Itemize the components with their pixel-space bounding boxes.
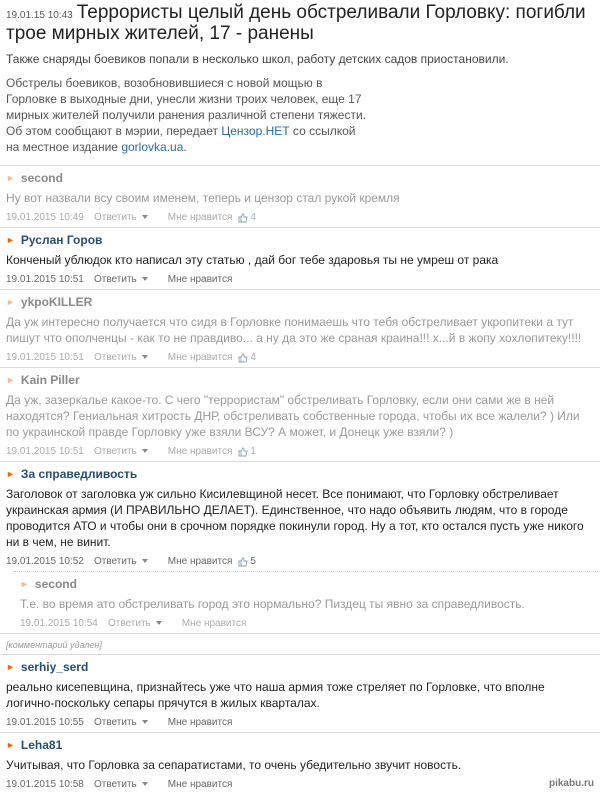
caret-down-icon bbox=[142, 355, 148, 359]
reply-button[interactable] bbox=[94, 446, 148, 457]
comment-header bbox=[6, 294, 594, 310]
comment-date: 19.01.2015 10:49 bbox=[6, 212, 84, 223]
comment-item bbox=[14, 571, 600, 633]
comment-item bbox=[0, 227, 600, 289]
comment-header bbox=[6, 232, 594, 248]
like-button[interactable]: Мне нравится bbox=[167, 779, 233, 790]
comment-author[interactable]: За справедливость bbox=[20, 467, 138, 481]
comment-meta bbox=[6, 352, 594, 363]
caret-down-icon bbox=[142, 277, 148, 281]
like-count: 4 bbox=[250, 212, 256, 223]
comment-author[interactable]: serhiy_serd bbox=[20, 660, 89, 674]
comment-text: Ну вот назвали всу своим именем, теперь и цензор стал рукой кремля bbox=[6, 191, 400, 205]
like-count: 5 bbox=[250, 556, 256, 567]
comment-date: 19.01.2015 10:51 bbox=[6, 352, 84, 363]
caret-down-icon bbox=[142, 449, 148, 453]
comment-meta bbox=[6, 779, 594, 790]
comment-header bbox=[6, 466, 594, 482]
thumbs-up-icon bbox=[238, 353, 248, 363]
comment-arrow-icon: ► bbox=[6, 469, 15, 479]
comment-meta bbox=[6, 717, 594, 728]
comment-date: 19.01.2015 10:52 bbox=[6, 556, 84, 567]
comment-meta bbox=[6, 556, 594, 567]
comment-meta bbox=[6, 274, 594, 285]
comment-item bbox=[0, 367, 600, 461]
comment-date: 19.01.2015 10:51 bbox=[6, 446, 84, 457]
comment-text: Конченый ублюдок кто написал эту статью , дай бог тебе здаровья ты не умреш от рака bbox=[6, 253, 499, 267]
comment-author[interactable]: second bbox=[34, 577, 77, 591]
thumbs-up-icon bbox=[238, 213, 248, 223]
article-lead: Также снаряды боевиков попали в несколько школ, работу детских садов приостановили. bbox=[6, 52, 509, 66]
reply-button[interactable] bbox=[94, 212, 148, 223]
reply-button[interactable] bbox=[94, 717, 148, 728]
reply-label: Ответить bbox=[94, 446, 137, 457]
comment-text: Т.е. во время ато обстреливать город это нормально? Пиздец ты явно за справедливость. bbox=[20, 597, 525, 611]
comment-header bbox=[20, 576, 594, 592]
comment-meta bbox=[20, 618, 594, 629]
like-button[interactable]: Мне нравится bbox=[167, 352, 233, 363]
reply-button[interactable] bbox=[94, 274, 148, 285]
comment-arrow-icon: ► bbox=[6, 740, 15, 750]
reply-button[interactable] bbox=[94, 556, 148, 567]
reply-label: Ответить bbox=[94, 717, 137, 728]
article-body: Обстрелы боевиков, возобновившиеся с новой мощью в Горловке в выходные дни, унесли жизни троих человек, еще 17 мирных жителей получили ранения различной степени тяжести. Об этом сообщают в мэрии, передает Цензор.НЕТ со ссылкой на местное издание gorlovka.ua. bbox=[6, 76, 366, 154]
reply-label: Ответить bbox=[94, 352, 137, 363]
comment-arrow-icon: ► bbox=[6, 297, 15, 307]
reply-label: Ответить bbox=[94, 212, 137, 223]
comment-text: Учитывая, что Горловка за сепаратистами, то очень убедительно звучит новость. bbox=[6, 758, 462, 772]
comment-arrow-icon: ► bbox=[6, 662, 15, 672]
thumbs-up-icon bbox=[238, 557, 248, 567]
gorlovka-link[interactable]: gorlovka.ua bbox=[121, 140, 184, 154]
comment-author[interactable]: Leha81 bbox=[20, 738, 63, 752]
comment-date: 19.01.2015 10:55 bbox=[6, 717, 84, 728]
comment-date: 19.01.2015 10:54 bbox=[20, 618, 98, 629]
comment-item bbox=[0, 461, 600, 571]
comment-meta bbox=[6, 212, 594, 223]
like-button[interactable]: Мне нравится bbox=[181, 618, 247, 629]
article-header bbox=[0, 0, 600, 44]
comment-header bbox=[6, 372, 594, 388]
comment-item bbox=[0, 165, 600, 227]
source-link[interactable]: Цензор.НЕТ bbox=[221, 124, 290, 138]
reply-button[interactable] bbox=[94, 779, 148, 790]
comment-author[interactable]: second bbox=[20, 171, 63, 185]
like-button[interactable]: Мне нравится bbox=[167, 556, 233, 567]
caret-down-icon bbox=[156, 621, 162, 625]
comment-date: 19.01.2015 10:51 bbox=[6, 274, 84, 285]
comment-header bbox=[6, 737, 594, 753]
comment-arrow-icon: ► bbox=[6, 173, 15, 183]
caret-down-icon bbox=[142, 215, 148, 219]
caret-down-icon bbox=[142, 559, 148, 563]
reply-label: Ответить bbox=[94, 274, 137, 285]
watermark: pikabu.ru bbox=[548, 778, 594, 789]
like-count: 1 bbox=[250, 446, 256, 457]
comment-text: реально кисепевщина, признайтесь уже что наша армия тоже стреляет по Горловке, что вполне логично-поскольку сепары прячутся в жилых кварталах. bbox=[6, 680, 545, 710]
comment-text: Заголовок от заголовка уж сильно Кисилевщиной несет. Все понимают, что Горловку обстреливает украинская армия (И ПРАВИЛЬНО ДЕЛАЕТ). Единственное, что надо объявить людям, что в городе проводится АТО и чтобы они в срочном порядке покинули город. Ну а тот, кто остался пусть уже никого ни в чем, не винит. bbox=[6, 487, 584, 549]
comment-meta bbox=[6, 446, 594, 457]
comment-header bbox=[6, 170, 594, 186]
like-count: 4 bbox=[250, 352, 256, 363]
article-title: Террористы целый день обстреливали Горловку: погибли трое мирных жителей, 17 - ранены bbox=[6, 2, 586, 44]
thumbs-up-icon bbox=[238, 447, 248, 457]
comment-item bbox=[0, 289, 600, 367]
comment-item bbox=[0, 732, 600, 794]
comment-date: 19.01.2015 10:58 bbox=[6, 779, 84, 790]
like-button[interactable]: Мне нравится bbox=[167, 212, 233, 223]
caret-down-icon bbox=[142, 720, 148, 724]
reply-label: Ответить bbox=[94, 556, 137, 567]
comment-author[interactable]: ykpoKILLER bbox=[20, 295, 93, 309]
reply-button[interactable] bbox=[108, 618, 162, 629]
comment-item bbox=[0, 654, 600, 732]
comment-text: Да уж интересно получается что сидя в Горловке понимаешь что тебя обстреливает укропитеки а тут пишут что ополченцы - как то не правдиво... а ну да это же сраная краина!!! х...й в жопу хохлопитеку!!!! bbox=[6, 315, 582, 345]
removed-comment-notice: [комментарий удален] bbox=[0, 633, 600, 654]
article-date: 19.01.15 10:43 bbox=[6, 10, 73, 21]
comments-list bbox=[0, 165, 600, 794]
comment-arrow-icon: ► bbox=[20, 579, 29, 589]
caret-down-icon bbox=[142, 782, 148, 786]
comment-author[interactable]: Kain Piller bbox=[20, 373, 80, 387]
reply-button[interactable] bbox=[94, 352, 148, 363]
reply-label: Ответить bbox=[94, 779, 137, 790]
comment-arrow-icon: ► bbox=[6, 235, 15, 245]
like-button[interactable]: Мне нравится bbox=[167, 446, 233, 457]
like-button[interactable]: Мне нравится bbox=[167, 274, 233, 285]
like-button[interactable]: Мне нравится bbox=[167, 717, 233, 728]
comment-text: Да уж, зазеркалье какое-то. С чего "террористам" обстреливать Горловку, если они сами же в ней находятся? Гениальная хитрость ДНР, обстреливать собственные города, чтобы их все жалели? ) Или по украинской правде Горловку уже взяли ВСУ? А может, и Донецк уже взяли? ) bbox=[6, 393, 580, 439]
comment-author[interactable]: Руслан Горов bbox=[20, 233, 103, 247]
comment-header bbox=[6, 659, 594, 675]
comment-arrow-icon: ► bbox=[6, 375, 15, 385]
reply-label: Ответить bbox=[108, 618, 151, 629]
